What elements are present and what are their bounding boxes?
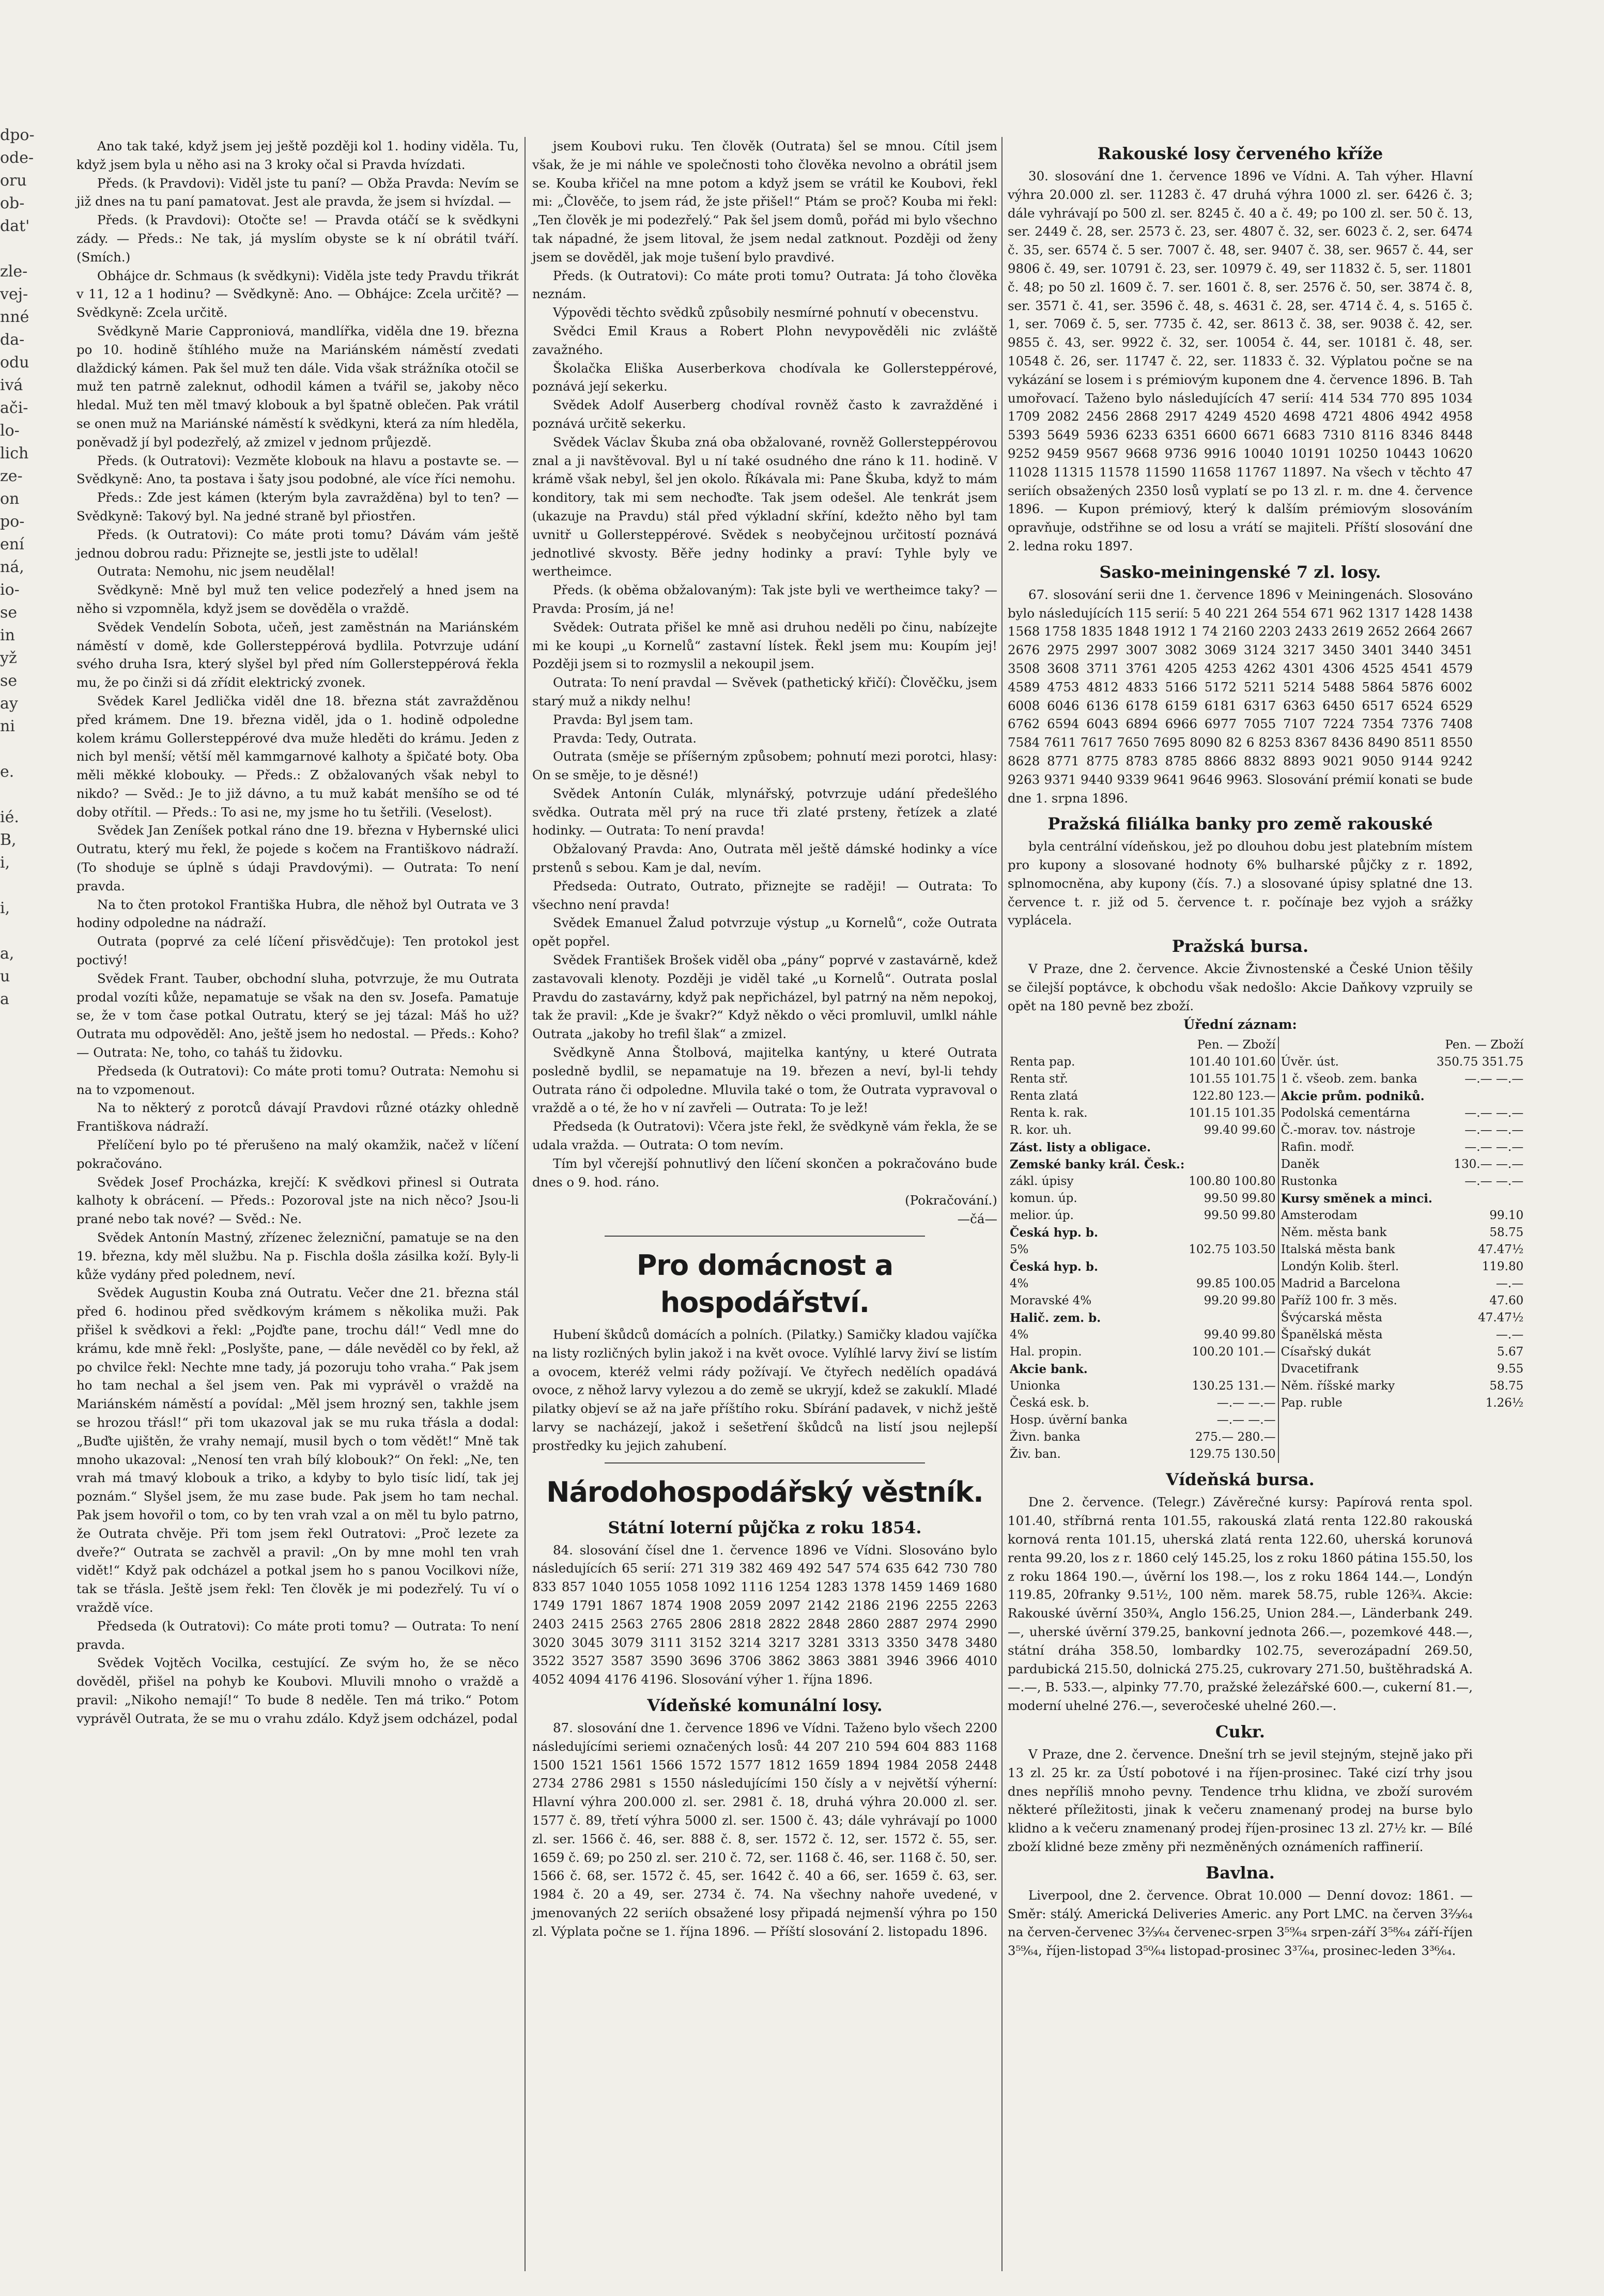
paragraph: Na to některý z porotců dávají Pravdovi různé otázky ohledně Františkova nádraží. [76,1100,519,1134]
rate-label: Italská města bank [1281,1243,1395,1257]
rate-value: 350.75 351.75 [1436,1055,1524,1069]
rate-row [1008,1344,1278,1361]
rate-row [1279,1173,1526,1190]
section-title-household: Pro domácnost a hospodářství. [636,1249,893,1319]
rate-value: 100.80 100.80 [1189,1175,1276,1189]
prev-page-fragment: ay [0,695,18,713]
prev-page-fragment: da- [0,331,25,349]
paragraph: Outrata (směje se příšerným způsobem; pohnutí mezi porotci, hlasy: On se směje, to je děsné!) [532,749,997,783]
rate-label: Paříž 100 fr. 3 měs. [1281,1294,1397,1308]
rate-row [1008,1446,1278,1463]
bourse-heading: Pražská bursa. [1171,936,1309,957]
divider [605,1236,925,1237]
prev-page-fragment: se [0,604,18,622]
rate-label: Hal. propin. [1010,1345,1082,1359]
paragraph: Předs. (k Outratovi): Co máte proti tomu? Dávám vám ještě jednou dobrou radu: Přiznejte se, jestli jste to udělal! [76,527,519,561]
rate-label: Renta zlatá [1010,1089,1078,1103]
vienna-lottery-text: 87. slosování dne 1. července 1896 ve Vídni. Taženo bylo všech 2200 následujícími seriemi označených losů: 44 207 210 594 604 883 1168 1500 1521 1561 1566 1572 1577 1812 1659 1894 1984 2058 2448 2734 2786 2981 s 1550 následujícími 150 čísly a v největší výherní: Hlavní výhra 200.000 zl. ser. 2981 č. 18, druhá výhra 20.000 zl. ser. 1577 č. 89, třetí výhra 5000 zl. ser. 1500 č. 43; dále vyhrávají po 1000 zl. ser. 1566 č. 46, ser. 888 č. 8, ser. 1572 č. 12, ser. 1572 č. 55, ser. 1659 č. 69; po 250 zl. ser. 210 č. 72, ser. 1168 č. 46, ser. 1168 č. 50, ser. 1566 č. 68, ser. 1572 č. 45, ser. 1642 č. 40 a 66, ser. 1659 č. 63, ser. 1984 č. 20 a 49, ser. 2734 č. 74. Na všechny nahoře uvedené, v jmenovaných 22 seriích obsažené losy připadá nejmenší výhra po 150 zl. Výplata počne se 1. října 1896. — Příští slosování 2. listopadu 1896. [532,1720,997,1939]
prev-page-fragment: lich [0,444,29,463]
rate-value: 130.25 131.— [1192,1379,1276,1393]
rate-label: Renta pap. [1010,1055,1075,1069]
paragraph: Svědkyně Marie Capproniová, mandlířka, viděla dne 19. března po 10. hodině štíhlého muže na Mariánském náměstí zvedati dlaždický kámen. Pak šel muž ten dále. Vida však strážníka otočil se muž ten patrně zaleknut, odhodil kámen a tvářil se, jakoby něco hledal. Muž ten měl tmavý klobouk a byl špatně oblečen. Pak vrátil se onen muž na Mariánské náměstí k svědkyni, která za ním hleděla, poněvadž jí byl podezřelý, až zmizel v jednom průjezdě. [76,323,519,450]
prev-page-fragment: se [0,672,18,690]
prev-page-fragment [0,874,62,897]
prev-page-fragment: yž [0,649,17,667]
prev-page-fragment: i, [0,899,10,917]
rate-row [1008,1037,1278,1054]
red-cross-text: 30. slosování dne 1. července 1896 ve Vídni. A. Tah výher. Hlavní výhra 20.000 zl. ser. 11283 č. 47 druhá výhra 1000 zl. ser. 6426 č. 3; dále vyhrávají po 500 zl. ser. 8245 č. 40 a č. 49; po 100 zl. ser. 50 č. 13, ser. 2449 č. 28, ser. 2573 č. 23, ser. 4807 č. 32, ser. 6023 č. 2, ser. 6474 č. 35, ser. 6574 č. 5 ser. 7007 č. 48, ser. 9407 č. 38, ser. 9657 č. 44, ser 9806 č. 49, ser. 10791 č. 23, ser. 10979 č. 49, ser 11832 č. 5, ser. 11801 č. 48; po 50 zl. 1609 č. 7. ser. 1601 č. 8, ser. 2576 č. 50, ser. 3874 č. 8, ser. 3571 č. 41, ser. 3596 č. 48, s. 4631 č. 28, ser. 4714 č. 4, s. 5165 č. 1, ser. 7069 č. 5, ser. 7735 č. 42, ser. 8613 č. 38, ser. 9038 č. 42, ser. 9855 č. 43, ser. 9922 č. 32, ser. 10054 č. 44, ser. 10181 č. 48, ser. 10548 č. 26, ser. 11747 č. 22, ser. 11833 č. 32. Výplatou počne se na vykázání se losem i s prémiovým kuponem dne 4. července 1896. B. Tah umořovací. Taženo bylo následujících 47 serií: 414 534 770 895 1034 1709 2082 2456 2868 2917 4249 4520 4698 4721 4806 4942 4958 5393 5649 5936 6233 6351 6600 6671 6683 7310 8116 8346 8448 9252 9459 9567 9668 9736 9916 10040 10191 10250 10443 10620 11028 11315 11578 11590 11658 11767 11897. Na všech v těchto 47 seriích obsažených 2350 losů vyplatí se po 13 zl. r. m. dne 4. července 1896. — Kupon prémiový, který k dalším prémiovým slosováním opravňuje, odstřihne se od losu a vrátí se majiteli. Příští slosování dne 2. ledna roku 1897. [1008,168,1473,553]
prev-page-fragment: lo- [0,422,20,440]
rate-label: Unionka [1010,1379,1060,1393]
vienna-bourse-heading: Vídeňská bursa. [1166,1470,1315,1490]
prev-page-fragment: po- [0,513,25,531]
rate-row [1008,1429,1278,1446]
rate-label: Madrid a Barcelona [1281,1277,1400,1291]
rate-value: —.— —.— [1216,1413,1276,1427]
rate-value: 5.67 [1497,1345,1524,1359]
branch-text: byla centrální vídeňskou, jež po dlouhou dobu jest platebním místem pro kupony a slosované hodnoty 6% bulharské půjčky z r. 1892, splnomocněna, aby kupony (čís. 7.) a slosované úpisy splatné dne 13. července t. r. již od 5. července t. r. počínaje bez vyjoh a srážky vyplácela. [1008,839,1473,928]
rate-label [1279,1037,1435,1054]
rate-row [1008,1207,1278,1224]
rate-label: Živn. banka [1010,1430,1081,1444]
paragraph: Svědek Vojtěch Vocilka, cestující. Ze svým ho, že se něco dověděl, přišel na pohyb ke Koubovi. Mluvili mnoho o vraždě a pravil: „Nikoho nemají!“ To bude 8 neděle. Ten má triko.“ Potom vyprávěl Outrata, že se mu o vrahu zdálo. Když jsem odcházel, podal [76,1655,519,1726]
prev-page-fragment: a [0,990,9,1008]
prev-page-fragment [0,783,62,806]
rate-label: Rafin. modř. [1281,1141,1355,1154]
rate-label: Zást. listy a obligace. [1010,1141,1151,1155]
cotton-heading: Bavlna. [1206,1862,1275,1883]
prev-page-fragment: dat' [0,217,30,235]
rate-label: Č.-morav. tov. nástroje [1281,1123,1415,1137]
rate-row [1279,1224,1526,1241]
rate-label: Něm. města bank [1281,1226,1387,1240]
prev-page-fragment: ni [0,717,15,735]
rate-label: Česká hyp. b. [1010,1226,1099,1240]
rate-value: 99.50 99.80 [1204,1192,1276,1206]
rate-value [1186,1224,1277,1241]
paragraph: Předs. (k Outratovi): Co máte proti tomu? Outrata: Já toho člověka neznám. [532,268,997,302]
prev-page-fragment: on [0,490,20,508]
paragraph: Předseda: Outrato, Outrato, přiznejte se raději! — Outrata: To všechno není pravda! [532,878,997,912]
prev-page-fragment: io- [0,581,20,599]
rate-row [1279,1088,1526,1105]
rate-value: 129.75 130.50 [1189,1447,1276,1461]
prev-page-fragment: ení [0,535,24,553]
rate-label: Švýcarská města [1281,1311,1382,1325]
rate-label: Úvěr. úst. [1281,1055,1339,1069]
rate-label: Amsterodam [1281,1209,1358,1223]
rate-value: 47.47½ [1478,1311,1524,1325]
rate-label: Něm. říšské marky [1281,1379,1395,1393]
rate-value: 47.47½ [1478,1243,1524,1257]
rate-value: —.— —.— [1216,1396,1276,1410]
paragraph: Výpovědi těchto svědků způsobily nesmírné pohnutí v obecenstvu. [553,305,979,320]
column-rule-2 [1001,137,1003,2271]
paragraph: Svědek Václav Škuba zná oba obžalované, rovněž Gollersteppérovou znal a ji navštěvoval. Byl u ní také osudného dne ráno k 11. hodině. V krámě však nebyl, šel jen okolo. Říkávala mi: Pane Škuba, když to mám konditory, tak mi sem nechoďte. Tak jsem odešel. Ale tenkrát jsem (ukazuje na Pravdu) stál před výkladní skříní, kdežto něho byl tam uvnitř u Gollersteppérové. Svědek s neobyčejnou určitostí poznává jednotlivé skvosty. Běře jedny hodinky a praví: Tyhle byly ve wertheimce. [532,434,997,579]
prev-page-fragment: u [0,967,10,985]
rate-row [1279,1275,1526,1292]
rate-label: 5% [1010,1243,1029,1257]
rate-row [1008,1105,1278,1122]
rate-value: 119.80 [1482,1260,1524,1274]
rate-label: Živ. ban. [1010,1447,1061,1461]
rate-label: 4% [1010,1277,1029,1291]
rate-row [1279,1156,1526,1173]
sugar-heading: Cukr. [1215,1722,1265,1742]
rate-value [1186,1361,1277,1378]
rate-label: melior. úp. [1010,1209,1074,1223]
rate-value: —.— [1495,1277,1524,1291]
rate-label: Renta k. rak. [1010,1106,1088,1120]
rate-row [1279,1258,1526,1275]
rate-label: Daněk [1281,1158,1320,1172]
rate-row [1279,1054,1526,1071]
prev-page-fragment: e. [0,763,14,781]
paragraph: (Pokračování.) [905,1193,997,1208]
rate-row [1008,1071,1278,1088]
rate-value: 58.75 [1489,1379,1524,1393]
column-trial-report [76,137,519,1728]
rates-tables [1008,1037,1524,1463]
paragraph: Předs. (k Pravdovi): Otočte se! — Pravda otáčí se k svědkyni zády. — Předs.: Ne tak, já myslím obyste se k ní obrátil tváří. (Smích.) [76,212,519,265]
paragraph: Svědkyně Anna Štolbová, majitelka kantýny, u které Outrata posledně bydlil, se nepamatuje na 19. březen a neví, byl-li tehdy Outrata ráno či odpoledne. Mluvila také o tom, že Outrata vypravoval o vraždě a o té, že ho v ní zavřeli — Outrata: To je lež! [532,1045,997,1116]
paragraph: Svědek Jan Zeníšek potkal ráno dne 19. března v Hybernské ulici Outratu, který mu řekl, že pojede s kočem na Františkovo nádraží. (To shoduje se úplně s údaji Pravdovými). — Outrata: To není pravda. [76,823,519,893]
rate-label [1008,1037,1186,1054]
rate-row [1008,1361,1278,1378]
prev-page-fragment: zle- [0,263,28,281]
paragraph: Předseda (k Outratovi): Včera jste řekl, že svědkyně vám řekla, že se udala vražda. — Outrata: O tom nevím. [532,1119,997,1153]
rate-row [1008,1156,1278,1173]
paragraph: Obžalovaný Pravda: Ano, Outrata měl ještě dámské hodinky a více prstenů s sebou. Kam je dal, nevím. [532,841,997,875]
paragraph: Svědek František Brošek viděl oba „pány“ poprvé v zastavárně, kdež zastavovali klenoty. Později je viděl také „u Kornelů“. Outrata poslal Pravdu do zastavárny, když pak nepřicházel, byl patrný na něm nepokoj, tak že pravil: „Kde je švakr?“ Když někdo o věci promluvil, umlkl náhle Outrata „jakoby ho trefil šlak“ a zmizel. [532,952,997,1042]
rate-label: Akcie prům. podniků. [1281,1089,1425,1104]
paragraph: Svědek Vendelín Sobota, učeň, jest zaměstnán na Mariánském náměstí v domě, kde Gollersteppérová bydlila. Potvrzuje udání svého druha Isra, který slyšel byl před ním Gollersteppérová řekla mu, že po činži si dá zřídit elektrický zvonek. [76,619,519,690]
rate-value: 101.55 101.75 [1189,1072,1276,1086]
paragraph: —čá— [957,1211,997,1227]
rate-label: zákl. úpisy [1010,1175,1074,1189]
rate-row [1008,1122,1278,1139]
paragraph: Svědek Josef Procházka, krejčí: K svědkovi přinesl si Outrata kalhoty k obrácení. — Předs.: Pozoroval jste na nich něco? Jsou-li prané nebo tak nové? — Svěd.: Ne. [76,1174,519,1227]
divider [605,1462,925,1463]
paragraph: Přelíčení bylo po té přerušeno na malý okamžik, načež v líčení pokračováno. [76,1137,519,1171]
rate-row [1279,1207,1526,1224]
paragraph: Svědek Adolf Auserberg chodíval rovněž často k zavražděné i poznává určitě sekerku. [532,397,997,431]
rate-row [1008,1054,1278,1071]
prev-page-fragment: ivá [0,376,23,394]
paragraph: jsem Koubovi ruku. Ten člověk (Outrata) šel se mnou. Cítil jsem však, že je mi náhle ve společnosti toho člověka nevolno a obrátil jsem se. Kouba křičel na mne potom a když jsem se vrátil ke Koubovi, řekl mi: „Člověče, to jsem rád, že jste přišel!“ Ptám se proč? Kouba mi řekl: „Ten člověk je mi podezřelý.“ Pak šel jsem domů, pořád mi bylo všechno tak nápadné, že jsem litoval, že jsem nedal zatknout. Později od ženy jsem se dověděl, jak moje tušení bylo pravdivé. [532,138,997,265]
rate-label: Císařský dukát [1281,1345,1371,1359]
paragraph: Předs. (k oběma obžalovaným): Tak jste byli ve wertheimce taky? — Pravda: Prosím, já ne! [532,582,997,616]
rate-value: 275.— 280.— [1195,1430,1276,1444]
trial-report-continued [532,137,997,1228]
prev-page-fragment: B, [0,831,17,849]
rate-value: 58.75 [1489,1226,1524,1240]
bourse-text: V Praze, dne 2. července. Akcie Živnostenské a České Union těšily se čilejší poptávce, k obchodu však nedošlo: Akcie Daňkovy vzpruily se opět na 180 pevně bez zboží. [1008,961,1473,1013]
cotton-text: Liverpool, dne 2. července. Obrat 10.000 — Denní dovoz: 1861. — Směr: stálý. Americká Deliveries Americ. any Port LMC. na červen 3⅔⁄₆₄ na červen-červenec 3⅔⁄₆₄ červenec-srpen 3⁵⁹⁄₆₄ srpen-září 3⁵⁸⁄₆₄ září-říjen 3⁵⁹⁄₆₄, říjen-listopad 3⁵⁰⁄₆₄ listopad-prosinec 3³⁷⁄₆₄, prosinec-leden 3³⁶⁄₆₄. [1008,1887,1473,1959]
rate-row [1008,1309,1278,1327]
rate-row [1279,1344,1526,1361]
rate-row [1279,1327,1526,1344]
rates-table-left [1008,1037,1278,1463]
rate-row [1008,1224,1278,1241]
rate-row [1279,1037,1526,1054]
prev-page-fragment: nné [0,308,29,326]
rate-label: komun. úp. [1010,1192,1077,1206]
prev-page-fragment [0,238,62,260]
rate-row [1279,1105,1526,1122]
column-economy [1008,137,1524,1960]
paragraph: Předs.: Zde jest kámen (kterým byla zavražděna) byl to ten? — Svědkyně: Takový byl. Na jedné straně byl přiostřen. [76,490,519,523]
rate-value: 99.10 [1489,1209,1524,1223]
rate-row [1008,1139,1278,1156]
paragraph: Ano tak také, když jsem jej ještě později kol 1. hodiny viděla. Tu, když jsem byla u něho asi na 3 kroky očal si Pravda hvízdati. [76,138,519,172]
paragraph: Předs. (k Outratovi): Vezměte klobouk na hlavu a postavte se. — Svědkyně: Ano, ta postava i šaty jsou podobné, ale více říci nemohu. [76,453,519,487]
prev-page-fragment: dpo- [0,126,35,144]
rate-value: —.— —.— [1464,1175,1524,1189]
paragraph: Tím byl včerejší pohnutlivý den líčení skončen a pokračováno bude dnes o 9. hod. ráno. [532,1155,997,1190]
rate-value [1186,1258,1277,1275]
rate-row [1279,1139,1526,1156]
rate-label: Kursy směnek a minci. [1281,1192,1432,1206]
paragraph: Svědek Antonín Mastný, zřízenec železniční, pamatuje se na den 19. března, kdy měl službu. Na p. Fischla došla zásilka koží. Byly-li kůže vydány před polednem, neví. [76,1230,519,1282]
prev-page-fragment: ná, [0,558,24,576]
paragraph: Svědek: Outrata přišel ke mně asi druhou neděli po činu, nabízejte mi ke koupi „u Kornelů“ zastavní lístek. Řekl jsem mu: Koupím jej! Později jsem si to rozmyslil a nekoupil jsem. [532,619,997,672]
paragraph: Svědek Emanuel Žalud potvrzuje výstup „u Kornelů“, cože Outrata opět popřel. [532,915,997,949]
prev-page-fragment: a, [0,945,14,963]
column-rule-1 [525,137,526,2271]
rate-row [1279,1395,1526,1412]
rate-value: 101.40 101.60 [1189,1055,1276,1069]
prev-page-fragment: ze- [0,467,23,485]
paragraph: Outrata (poprvé za celé líčení přisvědčuje): Ten protokol jest poctivý! [76,934,519,968]
vienna-lottery-heading: Vídeňské komunální losy. [647,1695,883,1715]
rate-label: Moravské 4% [1010,1294,1092,1308]
rate-label: Hosp. úvěrní banka [1010,1413,1128,1427]
rate-label: R. kor. uh. [1010,1123,1072,1137]
rate-row [1279,1292,1526,1309]
rate-label: Zemské banky král. Česk.: [1010,1158,1185,1172]
paragraph: Pravda: Tedy, Outrata. [553,730,697,746]
rate-value: Pen. — Zboží [1445,1038,1524,1052]
paragraph: Obhájce dr. Schmaus (k svědkyni): Viděla jste tedy Pravdu třikrát v 11, 12 a 1 hodinu? — Svědkyně: Ano. — Obhájce: Zcela určitě? — Svědkyně: Zcela určitě. [76,268,519,320]
rate-label: 4% [1010,1328,1029,1342]
rate-label: Renta stř. [1010,1072,1068,1086]
rate-label: 1 č. všeob. zem. banka [1281,1072,1417,1086]
prev-page-fragment: ode- [0,149,34,167]
branch-heading: Pražská filiálka banky pro země rakouské [1047,814,1433,834]
rate-value: 1.26½ [1485,1396,1524,1410]
rate-label: Dvacetifrank [1281,1362,1359,1376]
rate-value [1186,1139,1277,1156]
prev-page-fragment: in [0,626,15,644]
prev-page-fragment [0,920,62,943]
prev-page-fragment [0,738,62,761]
rate-row [1279,1309,1526,1327]
rate-label: Rustonka [1281,1175,1338,1189]
red-cross-heading: Rakouské losy červeného kříže [1097,144,1383,163]
previous-page-strip [0,124,62,2191]
rate-label: Halič. zem. b. [1010,1311,1101,1326]
rate-label: Pap. ruble [1281,1396,1343,1410]
paragraph: Svědek Karel Jedlička viděl dne 18. března stát zavražděnou před krámem. Dne 19. března viděl, jda o 1. hodině odpoledne kolem krámu Gollersteppérové dva muže hleděti do krámu. Jeden z nich byl menší; větší měl kammgarnové kalhoty a špičaté boty. Oba měli měkké klobouky. — Předs.: Z obžalovaných však nebyl to nikdo? — Svěd.: Je to již dávno, a tu muž kabát menšího se od té doby otřítil. — Předs.: To asi ne, my jsme ho tu šetřili. (Veselost). [76,693,519,820]
household-article: Hubení škůdců domácích a polních. (Pilatky.) Samičky kladou vajíčka na listy rozličných bylin jakož i na květ ovoce. Vylíhlé larvy živí se listím a ovocem, kteréž velmi rády požívají. Ve čtyřech nedělích opadává ovoce, z něhož larvy vylezou a do země se ukryjí, kdež se zakuklí. Mladé pilatky objeví se až na jaře příštího roku. Sbírání padavek, v nichž ještě larvy se nacházejí, jakož i sešetření škůdců na listí jsou nejlepší prostředky ku jejich zahubení. [532,1327,997,1453]
paragraph: Svědci Emil Kraus a Robert Plohn nevypověděli nic zvláště zavažného. [532,323,997,357]
rate-value: 122.80 123.— [1192,1089,1276,1103]
saxe-heading: Sasko-meiningenské 7 zl. losy. [1099,562,1381,582]
rate-row [1279,1361,1526,1378]
rate-value [1435,1190,1525,1207]
prev-page-fragment: oru [0,172,27,190]
rate-row [1008,1395,1278,1412]
rate-label: Akcie bank. [1010,1362,1088,1377]
paragraph: Předs. (k Pravdovi): Viděl jste tu paní? — Obža Pravda: Nevím se již dnes na tu paní pamatovat. Jest ale pravda, že jsem si hvízdal. — [76,175,519,209]
paragraph: Svědek Antonín Culák, mlynářský, potvrzuje udání předešlého svědka. Outrata měl prý na ruce tři zlaté prsteny, řetízek a zlaté hodinky. — Outrata: To není pravda! [532,785,997,838]
official-rates-heading: Úřední záznam: [1183,1016,1297,1032]
rate-value: —.— —.— [1464,1141,1524,1154]
rate-row [1008,1378,1278,1395]
rate-value: 102.75 103.50 [1189,1243,1276,1257]
section-title-economy: Národohospodářský věstník. [546,1475,983,1508]
rate-value: 99.85 100.05 [1196,1277,1276,1291]
rate-row [1008,1088,1278,1105]
rate-value: 130.— —.— [1454,1158,1524,1172]
rate-row [1279,1190,1526,1207]
rate-row [1008,1275,1278,1292]
rate-value: —.— —.— [1464,1072,1524,1086]
paragraph: Svědek Augustin Kouba zná Outratu. Večer dne 21. března stál před 6. hodinou před svědkovým krámem s několika muži. Pak přišel k svědkovi a řekl: „Pojďte pane, trochu dál!“ Vedl mne do krámu, kde mně řekl: „Poslyšte, pane, — dále nevěděl co by řekl, až po chvilce řekl: Nechte mne tady, já pozoruju toho vraha.“ Pak jsem ho tam nechal a šel jsem ven. Pak mi vyprávěl o vraždě na Mariánském náměstí a povídal: „Měl jsem hrozný sen, takhle jsem se hrozou třásl!“ při tom ukazoval jak se mu ruka třásla a dodal: „Buďte ujištěn, že vrahy nemají, musil bych o tom vědět!“ Mně tak mnoho ukazoval: „Nenosí ten vrah bílý klobouk?“ On řekl: „Ne, ten vrah má tmavý klobouk a triko, a kdyby to bylo tisíc lidí, tak jej poznám.“ Slyšel jsem, že mu zase bude. Pak jsem ho tam nechal. Pak jsem hovořil o tom, co by ten vrah vzal a on měl tu bylo patrno, že Outrata chvěje. Při tom jsem řekl Outratovi: „Proč lezete za dveře?“ Outrata se zachvěl a pravil: „On by mne mohl ten vrah vidět!“ Když pak odcházel a potkal jsem ho s panou Vocilkovi níže, tak se třásla. Ještě jsem řekl: Ten člověk je mi podezřelý. Tu ví o vraždě více. [76,1285,519,1615]
rate-label: Česká hyp. b. [1010,1260,1099,1274]
rate-value: 101.15 101.35 [1189,1106,1276,1120]
rate-value: 99.40 99.60 [1204,1123,1276,1137]
rate-value: 9.55 [1497,1362,1524,1376]
paragraph: Svědkyně: Mně byl muž ten velice podezřelý a hned jsem na něho si vzpomněla, když jsem se dověděla o vraždě. [76,582,519,616]
column-middle [532,137,997,1941]
rate-row [1279,1071,1526,1088]
paragraph: Předseda (k Outratovi): Co máte proti tomu? — Outrata: To není pravda. [76,1618,519,1652]
state-lottery-text: 84. slosování čísel dne 1. července 1896 ve Vídni. Slosováno bylo následujících 65 serií: 271 319 382 469 492 547 574 635 642 730 780 833 857 1040 1055 1058 1092 1116 1254 1283 1378 1459 1469 1680 1749 1791 1867 1874 1908 2059 2097 2142 2186 2196 2255 2263 2403 2415 2563 2765 2806 2818 2822 2848 2860 2887 2974 2990 3020 3045 3079 3111 3152 3214 3217 3281 3313 3350 3478 3480 3522 3527 3587 3590 3696 3706 3862 3863 3881 3946 3966 4010 4052 4094 4176 4196. Slosování výher 1. října 1896. [532,1542,997,1687]
prev-page-fragment: i, [0,854,10,872]
rate-value: —.— [1495,1328,1524,1342]
rate-value: —.— —.— [1464,1123,1524,1137]
rate-value [1186,1156,1277,1173]
rate-label: Španělská města [1281,1328,1383,1342]
rate-value: 99.40 99.80 [1204,1328,1276,1342]
rate-row [1008,1241,1278,1258]
paragraph: Školačka Eliška Auserberkova chodívala ke Gollersteppérové, poznává její sekerku. [532,360,997,394]
prev-page-fragment: ači- [0,399,28,417]
rate-label: Podolská cementárna [1281,1106,1410,1120]
saxe-text: 67. slosování serii dne 1. července 1896 v Meiningenách. Slosováno bylo následujících 115 serií: 5 40 221 264 554 671 962 1317 1428 1438 1568 1758 1835 1848 1912 1 74 2160 2203 2433 2619 2652 2664 2667 2676 2975 2997 3007 3082 3069 3124 3217 3450 3401 3440 3451 3508 3608 3711 3761 4205 4253 4262 4301 4306 4525 4541 4579 4589 4753 4812 4833 5166 5172 5211 5214 5488 5864 5876 6002 6008 6046 6136 6178 6159 6181 6317 6363 6450 6517 6524 6529 6762 6594 6043 6894 6966 6977 7055 7107 7224 7354 7376 7408 7584 7611 7617 7650 7695 8090 82 6 8253 8367 8436 8490 8511 8550 8628 8771 8775 8783 8785 8866 8832 8893 9021 9050 9144 9242 9263 9371 9440 9339 9641 9646 9963. Slosování prémií konati se bude dne 1. srpna 1896. [1008,587,1473,806]
rate-label: Londýn Kolib. šterl. [1281,1260,1399,1274]
prev-page-fragment: odu [0,353,29,372]
prev-page-fragment: ié. [0,808,19,826]
paragraph: Outrata: To není pravdal — Svěvek (pathetický křičí): Člověčku, jsem starý muž a nikdy nelhu! [532,675,997,708]
rate-value: —.— —.— [1464,1106,1524,1120]
rate-value [1186,1309,1277,1327]
rate-value: Pen. — Zboží [1197,1038,1276,1052]
paragraph: Předseda (k Outratovi): Co máte proti tomu? Outrata: Nemohu si na to vzpomenout. [76,1063,519,1097]
sugar-text: V Praze, dne 2. července. Dnešní trh se jevil stejným, stejně jako při 13 zl. 25 kr. za Ústí pobotové i na říjen-prosinec. Také cizí trhy jsou dnes nepříliš mnoho pevny. Tendence trhu klidna, ve zboží surovém některé příležitosti, jinak k večeru znamenaný prodej na burse bylo klidno a k večeru znamenaný prodej říjen-prosinec 13 zl. 27½ kr. — Bílé zboží klidné beze změny při nezměněných oznámeních raffinerií. [1008,1747,1473,1855]
paragraph: Pravda: Byl jsem tam. [553,712,693,727]
paragraph: Svědek Frant. Tauber, obchodní sluha, potvrzuje, že mu Outrata prodal vozíti kůže, nepamatuje se však na den sv. Josefa. Pamatuje se, že v tom čase potkal Outratu, který se jej tázal: Máš ho už? Outrata mu odpověděl: Ano, ještě jsem ho nedostal. — Předs.: Koho? — Outrata: Ne, toho, co taháš tu židovku. [76,970,519,1060]
rate-row [1279,1241,1526,1258]
rate-value: 99.50 99.80 [1204,1209,1276,1223]
prev-page-fragment: vej- [0,285,28,303]
rate-row [1008,1190,1278,1207]
rate-value: 47.60 [1489,1294,1524,1308]
rate-row [1008,1327,1278,1344]
rate-value: 100.20 101.— [1192,1345,1276,1359]
rates-table-right [1279,1037,1526,1412]
rate-row [1008,1412,1278,1429]
rate-row [1008,1292,1278,1309]
vienna-bourse-text: Dne 2. července. (Telegr.) Závěrečné kursy: Papírová renta spol. 101.40, stříbrná renta 101.55, rakouská zlatá renta 122.80 rakouská kornová renta 101.15, uherská zlatá renta 122.60, uherská korunová renta 99.20, los z r. 1860 celý 145.25, los z roku 1860 pátina 155.50, los z roku 1864 190.—, úvěrní los 198.—, los z roku 1864 144.—, Londýn 119.85, 20franky 9.51½, 100 něm. marek 58.75, ruble 126¾. Akcie: Rakouské úvěrní 350¾, Anglo 156.25, Union 284.—, Länderbank 249.—, uherské úvěrní 379.25, bankovní jednota 266.—, pozemkové 448.—, státní dráha 358.50, lombardky 102.75, severozápadní 269.50, pardubická 215.50, dolnická 275.25, cukrovary 271.50, buštěhradská A. —.—, B. 533.—, alpinky 77.70, pražské železářské 600.—, cukerní 81.—, moderní uhelné 276.—, severočeské uhelné 260.—. [1008,1494,1473,1714]
prev-page-fragment: ob- [0,194,25,212]
rate-row [1008,1258,1278,1275]
paragraph: Na to čten protokol Františka Hubra, dle něhož byl Outrata ve 3 hodiny odpoledne na nádraží. [76,897,519,931]
rate-row [1008,1173,1278,1190]
paragraph: Outrata: Nemohu, nic jsem neudělal! [97,564,335,579]
rate-label: Česká esk. b. [1010,1396,1089,1410]
rate-row [1279,1378,1526,1395]
rate-value [1435,1088,1525,1105]
rate-value: 99.20 99.80 [1204,1294,1276,1308]
state-lottery-heading: Státní loterní půjčka z roku 1854. [608,1517,922,1537]
rate-row [1279,1122,1526,1139]
